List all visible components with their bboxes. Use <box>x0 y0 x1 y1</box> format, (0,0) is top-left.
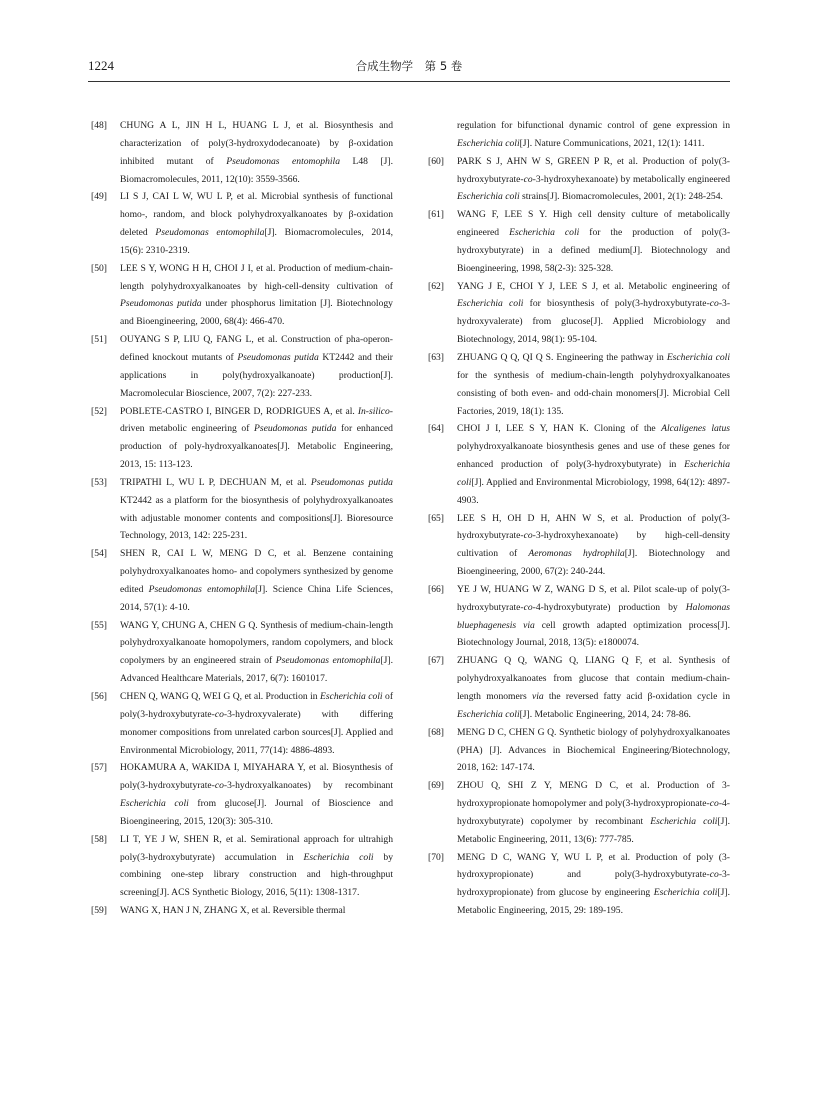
reference-text-segment: from glucose[J]. Journal of Bioscience and Bioengineering, 2015, 120(3): 305-310. <box>120 798 394 827</box>
reference-text <box>120 545 393 616</box>
reference-text-segment: strains[J]. Biomacromolecules, 2001, 2(1): 248-254. <box>519 191 723 203</box>
page-number: 1224 <box>88 58 114 73</box>
reference-number: [52] <box>91 405 107 417</box>
reference-text <box>120 188 393 259</box>
reference-text-segment: YANG J E, CHOI Y J, LEE S J, et al. Metabolic engineering of <box>457 280 730 292</box>
italic-term: Alcaligenes latus <box>661 423 730 435</box>
reference-entry <box>88 331 393 402</box>
reference-entry <box>88 117 393 188</box>
italic-term: Pseudomonas putida <box>253 423 337 435</box>
page-header <box>88 56 730 80</box>
reference-text-segment: SHEN R, CAI L W, MENG D C, et al. Benzene containing polyhydroxyalkanoates homo- and copolymers synthesized by genome edited <box>120 548 393 595</box>
italic-term: via <box>531 691 544 702</box>
reference-column-right <box>425 117 730 920</box>
italic-term: Escherichia coli <box>666 351 730 363</box>
italic-term: Pseudomonas entomophila <box>275 655 381 667</box>
reference-number: [56] <box>91 691 107 702</box>
reference-number: [53] <box>91 476 107 488</box>
reference-number: [51] <box>91 334 107 346</box>
reference-entry <box>88 831 393 902</box>
italic-term: Pseudomonas putida <box>310 476 393 488</box>
reference-entry <box>88 902 393 920</box>
reference-entry <box>425 117 730 153</box>
reference-text-segment: WANG Y, CHUNG A, CHEN G Q. Synthesis of medium-chain-length polyhydroxyalkanoate homopolymers, random copolymers, and block copolymers by an engineered strain of <box>120 619 393 667</box>
reference-text <box>457 849 730 920</box>
reference-text <box>457 777 730 848</box>
reference-number: [59] <box>91 905 107 917</box>
italic-term: co <box>214 708 224 720</box>
reference-entry <box>425 849 730 920</box>
italic-term: Pseudomonas putida <box>237 351 319 363</box>
reference-text <box>120 759 393 830</box>
reference-number: [62] <box>428 280 444 292</box>
reference-text-segment: CHOI J I, LEE S Y, HAN K. Cloning of the <box>457 423 662 435</box>
reference-text-segment: CHEN Q, WANG Q, WEI G Q, et al. Production in <box>120 691 320 702</box>
reference-entry <box>425 581 730 652</box>
italic-term: via <box>523 619 535 631</box>
reference-text <box>120 403 393 474</box>
reference-text <box>120 474 393 545</box>
reference-text-segment: LEE S H, OH D H, AHN W S, et al. Production of poly(3-hydroxybutyrate- <box>457 512 730 542</box>
reference-number: [48] <box>91 120 107 131</box>
reference-entry <box>425 153 730 207</box>
reference-text <box>457 117 730 153</box>
reference-entry <box>425 510 730 581</box>
italic-term: co <box>523 530 533 542</box>
reference-text-segment: -4-hydroxybutyrate) copolymer by recombinant <box>457 798 730 827</box>
reference-text-segment: OUYANG S P, LIU Q, FANG L, et al. Construction of pha-operon-defined knockout mutants of <box>120 334 393 363</box>
reference-number: [49] <box>91 191 107 203</box>
italic-term: co <box>523 601 533 613</box>
reference-number: [70] <box>428 851 444 863</box>
reference-text-segment: LI S J, CAI L W, WU L P, et al. Microbial synthesis of functional homo-, random, and block polyhydroxyalkanoates by β-oxidation deleted <box>120 191 393 239</box>
reference-entry <box>425 724 730 778</box>
reference-text-segment: [J]. Metabolic Engineering, 2015, 29: 189-195. <box>457 887 730 917</box>
reference-number: [60] <box>428 155 444 167</box>
header-rule <box>88 81 730 82</box>
reference-text-segment: for enhanced production of poly-hydroxyalkanoates[J]. Metabolic Engineering, 2013, 15: 113-123. <box>120 423 393 471</box>
reference-entry <box>88 260 393 331</box>
reference-entry <box>425 777 730 848</box>
reference-text-segment: [J]. Nature Communications, 2021, 12(1): 1411. <box>519 137 705 149</box>
italic-term: Pseudomonas entomophila <box>148 583 256 595</box>
reference-text-segment: cell growth adapted optimization process[J]. Biotechnology Journal, 2018, 13(5): e1800074. <box>457 619 731 649</box>
reference-text <box>120 117 393 188</box>
reference-text-segment: the reversed fatty acid β-oxidation cycle in <box>543 691 731 702</box>
reference-text-segment: [J]. Applied and Environmental Microbiology, 1998, 64(12): 4897-4903. <box>457 476 730 506</box>
reference-text-segment: regulation for bifunctional dynamic control of gene expression in <box>457 120 730 131</box>
reference-number: [63] <box>428 351 444 363</box>
reference-text-segment: polyhydroxyalkanoate biosynthesis genes and use of these genes for enhanced production of poly(3-hydroxybutyrate) in <box>457 441 730 471</box>
italic-term: Escherichia coli <box>650 815 718 827</box>
reference-entry <box>425 652 730 723</box>
reference-text-segment: [J]. Advanced Healthcare Materials, 2017, 6(7): 1601017. <box>120 655 393 685</box>
reference-entry <box>88 759 393 830</box>
reference-text-segment: TRIPATHI L, WU L P, DECHUAN M, et al. <box>120 476 311 488</box>
reference-text-segment: -3-hydroxyvalerate) from glucose[J]. Applied Microbiology and Biotechnology, 2014, 98(1): 95-104. <box>457 298 731 346</box>
reference-text-segment: PARK S J, AHN W S, GREEN P R, et al. Production of poly(3-hydroxybutyrate- <box>457 155 730 185</box>
reference-text-segment: [J]. Biomacromolecules, 2014, 15(6): 2310-2319. <box>120 227 393 256</box>
reference-text-segment: of poly(3-hydroxybutyrate- <box>120 691 394 720</box>
reference-text <box>120 331 393 402</box>
reference-text-segment: ZHUANG Q Q, QI Q S. Engineering the pathway in <box>457 351 667 363</box>
reference-text-segment: -4-hydroxybutyrate) production by <box>532 601 686 613</box>
reference-entry <box>425 420 730 509</box>
reference-text-segment: KT2442 as a platform for the biosynthesis of polyhydroxyalkanoates with adjustable monomer contents and compositions[J]. Bioresource Technology, 2013, 142: 225-231. <box>120 494 393 542</box>
reference-text-segment: CHUNG A L, JIN H L, HUANG L J, et al. Biosynthesis and characterization of poly(3-hydroxydodecanoate) by β-oxidation inhibited mutant of <box>120 120 393 167</box>
reference-text <box>457 206 730 277</box>
reference-number: [55] <box>91 619 107 631</box>
reference-entry <box>425 278 730 349</box>
italic-term: co <box>709 869 719 881</box>
reference-text-segment: WANG X, HAN J N, ZHANG X, et al. Reversible thermal <box>120 905 346 917</box>
journal-running-title: 合成生物学 第 5 卷 <box>355 59 463 73</box>
reference-entry <box>425 206 730 277</box>
italic-term: Aeromonas hydrophila <box>528 548 625 560</box>
reference-number: [57] <box>91 762 107 774</box>
reference-text <box>457 153 730 207</box>
reference-text-segment: [J]. Science China Life Sciences, 2014, 57(1): 4-10. <box>120 583 393 613</box>
reference-entry <box>425 349 730 420</box>
reference-text-segment: WANG F, LEE S Y. High cell density culture of metabolically engineered <box>457 209 730 239</box>
reference-text-segment: L48 [J]. Biomacromolecules, 2011, 12(10): 3559-3566. <box>120 155 393 185</box>
reference-text <box>120 260 393 331</box>
italic-term: Escherichia coli <box>457 298 524 310</box>
italic-term: Pseudomonas entomophila <box>155 227 265 239</box>
reference-text <box>120 831 393 902</box>
reference-text <box>120 688 393 759</box>
italic-term: Escherichia coli <box>457 708 520 720</box>
reference-entry <box>88 545 393 616</box>
reference-text-segment: -3-hydroxyhexanoate) by high-cell-density cultivation of <box>457 530 730 560</box>
reference-entry <box>88 688 393 759</box>
italic-term: Escherichia coli <box>120 798 189 810</box>
italic-term: Escherichia coli <box>653 887 718 899</box>
italic-term: Escherichia coli <box>457 137 520 149</box>
italic-term: Escherichia coli <box>319 691 383 702</box>
italic-term: Escherichia coli <box>303 851 374 863</box>
reference-number: [64] <box>428 423 444 435</box>
italic-term: Pseudomonas putida <box>120 298 202 310</box>
italic-term: Halomonas bluephagenesis <box>457 601 730 631</box>
reference-text-segment: [J]. Biotechnology and Bioengineering, 2000, 67(2): 240-244. <box>457 548 730 578</box>
reference-entry <box>88 617 393 688</box>
reference-entry <box>88 474 393 545</box>
reference-text <box>457 349 730 420</box>
italic-term: Escherichia coli <box>457 191 520 203</box>
italic-term: co <box>709 298 719 310</box>
reference-column-left <box>88 117 393 920</box>
italic-term: In-silico <box>357 405 390 417</box>
reference-number: [65] <box>428 512 444 524</box>
reference-text <box>120 617 393 688</box>
reference-entry <box>88 188 393 259</box>
reference-number: [61] <box>428 209 444 221</box>
reference-text-segment: -3-hydroxypropionate) from glucose by engineering <box>457 869 730 899</box>
reference-text-segment: HOKAMURA A, WAKIDA I, MIYAHARA Y, et al. Biosynthesis of poly(3-hydroxybutyrate- <box>120 762 393 792</box>
reference-text-segment: MENG D C, WANG Y, WU L P, et al. Production of poly (3-hydroxypropionate) and poly(3-hydroxybutyrate- <box>457 851 730 881</box>
reference-text-segment: LEE S Y, WONG H H, CHOI J I, et al. Production of medium-chain-length polyhydroxyalkanoates by high-cell-density cultivation of <box>120 262 393 292</box>
italic-term: Escherichia coli <box>509 227 580 239</box>
reference-number: [68] <box>428 726 444 738</box>
reference-text-segment: ZHUANG Q Q, WANG Q, LIANG Q F, et al. Synthesis of polyhydroxyalkanoates from glucose that contain medium-chain-length monomers <box>457 655 730 702</box>
reference-text <box>457 724 730 778</box>
reference-number: [54] <box>91 548 107 560</box>
reference-text-segment: -3-hydroxyalkanoates) by recombinant <box>223 780 393 792</box>
reference-text-segment: [J]. Metabolic Engineering, 2011, 13(6): 777-785. <box>457 815 730 845</box>
reference-text-segment: -3-hydroxyhexanoate) by metabolically engineered <box>532 173 730 185</box>
reference-text <box>120 902 393 920</box>
reference-text <box>457 278 730 349</box>
reference-text <box>457 581 730 652</box>
reference-text-segment: YE J W, HUANG W Z, WANG D S, et al. Pilot scale-up of poly(3-hydroxybutyrate- <box>457 583 730 613</box>
reference-text-segment: MENG D C, CHEN G Q. Synthetic biology of polyhydroxyalkanoates (PHA) [J]. Advances in Biochemical Engineering/Biotechnology, 2018, 162: 147-174. <box>457 726 730 774</box>
reference-text <box>457 510 730 581</box>
reference-text-segment: POBLETE-CASTRO I, BINGER D, RODRIGUES A, et al. <box>120 405 358 417</box>
reference-text-segment: for the production of poly(3-hydroxybutyrate) in a defined medium[J]. Biotechnology and Bioengineering, 1998, 58(2-3): 325-328. <box>457 227 731 274</box>
italic-term: co <box>523 173 533 185</box>
reference-text-segment: by combining one-step library construction and high-throughput screening[J]. ACS Synthetic Biology, 2016, 5(11): 1308-1317. <box>120 851 394 899</box>
italic-term: co <box>709 798 719 810</box>
reference-number: [69] <box>428 780 444 792</box>
reference-text-segment: LI T, YE J W, SHEN R, et al. Semirational approach for ultrahigh poly(3-hydroxybutyrate) accumulation in <box>120 833 393 863</box>
reference-text-segment: -driven metabolic engineering of <box>120 405 393 435</box>
italic-term: co <box>214 780 224 792</box>
italic-term: Pseudomonas entomophila <box>226 155 341 167</box>
reference-text <box>457 420 730 509</box>
reference-text-segment: [J]. Metabolic Engineering, 2014, 24: 78-86. <box>519 708 691 720</box>
reference-text-segment: KT2442 and their applications in poly(hydroxyalkanoate) production[J]. Macromolecular Bioscience, 2007, 7(2): 227-233. <box>120 351 394 399</box>
reference-text-segment: -3-hydroxyvalerate) with differing monomer compositions from unrelated carbon sources[J]. Applied and Environmental Microbiology, 2011, 77(14): 4886-4893. <box>120 708 393 756</box>
reference-number: [50] <box>91 262 107 274</box>
reference-text-segment: for the synthesis of medium-chain-length polyhydroxyalkanoates consisting of both even- and odd-chain monomers[J]. Microbial Cell Factories, 2019, 18(1): 135. <box>457 369 730 417</box>
reference-number: [58] <box>91 833 107 845</box>
reference-number: [66] <box>428 583 444 595</box>
italic-term: Escherichia coli <box>457 459 730 488</box>
reference-number: [67] <box>428 655 444 667</box>
reference-text <box>457 652 730 723</box>
reference-text-segment: under phosphorus limitation [J]. Biotechnology and Bioengineering, 2000, 68(4): 466-470. <box>120 298 393 328</box>
reference-entry <box>88 403 393 474</box>
reference-text-segment: for biosynthesis of poly(3-hydroxybutyrate- <box>523 298 710 310</box>
reference-text-segment: ZHOU Q, SHI Z Y, MENG D C, et al. Production of 3-hydroxypropionate homopolymer and poly(3-hydroxypropionate- <box>457 780 730 810</box>
